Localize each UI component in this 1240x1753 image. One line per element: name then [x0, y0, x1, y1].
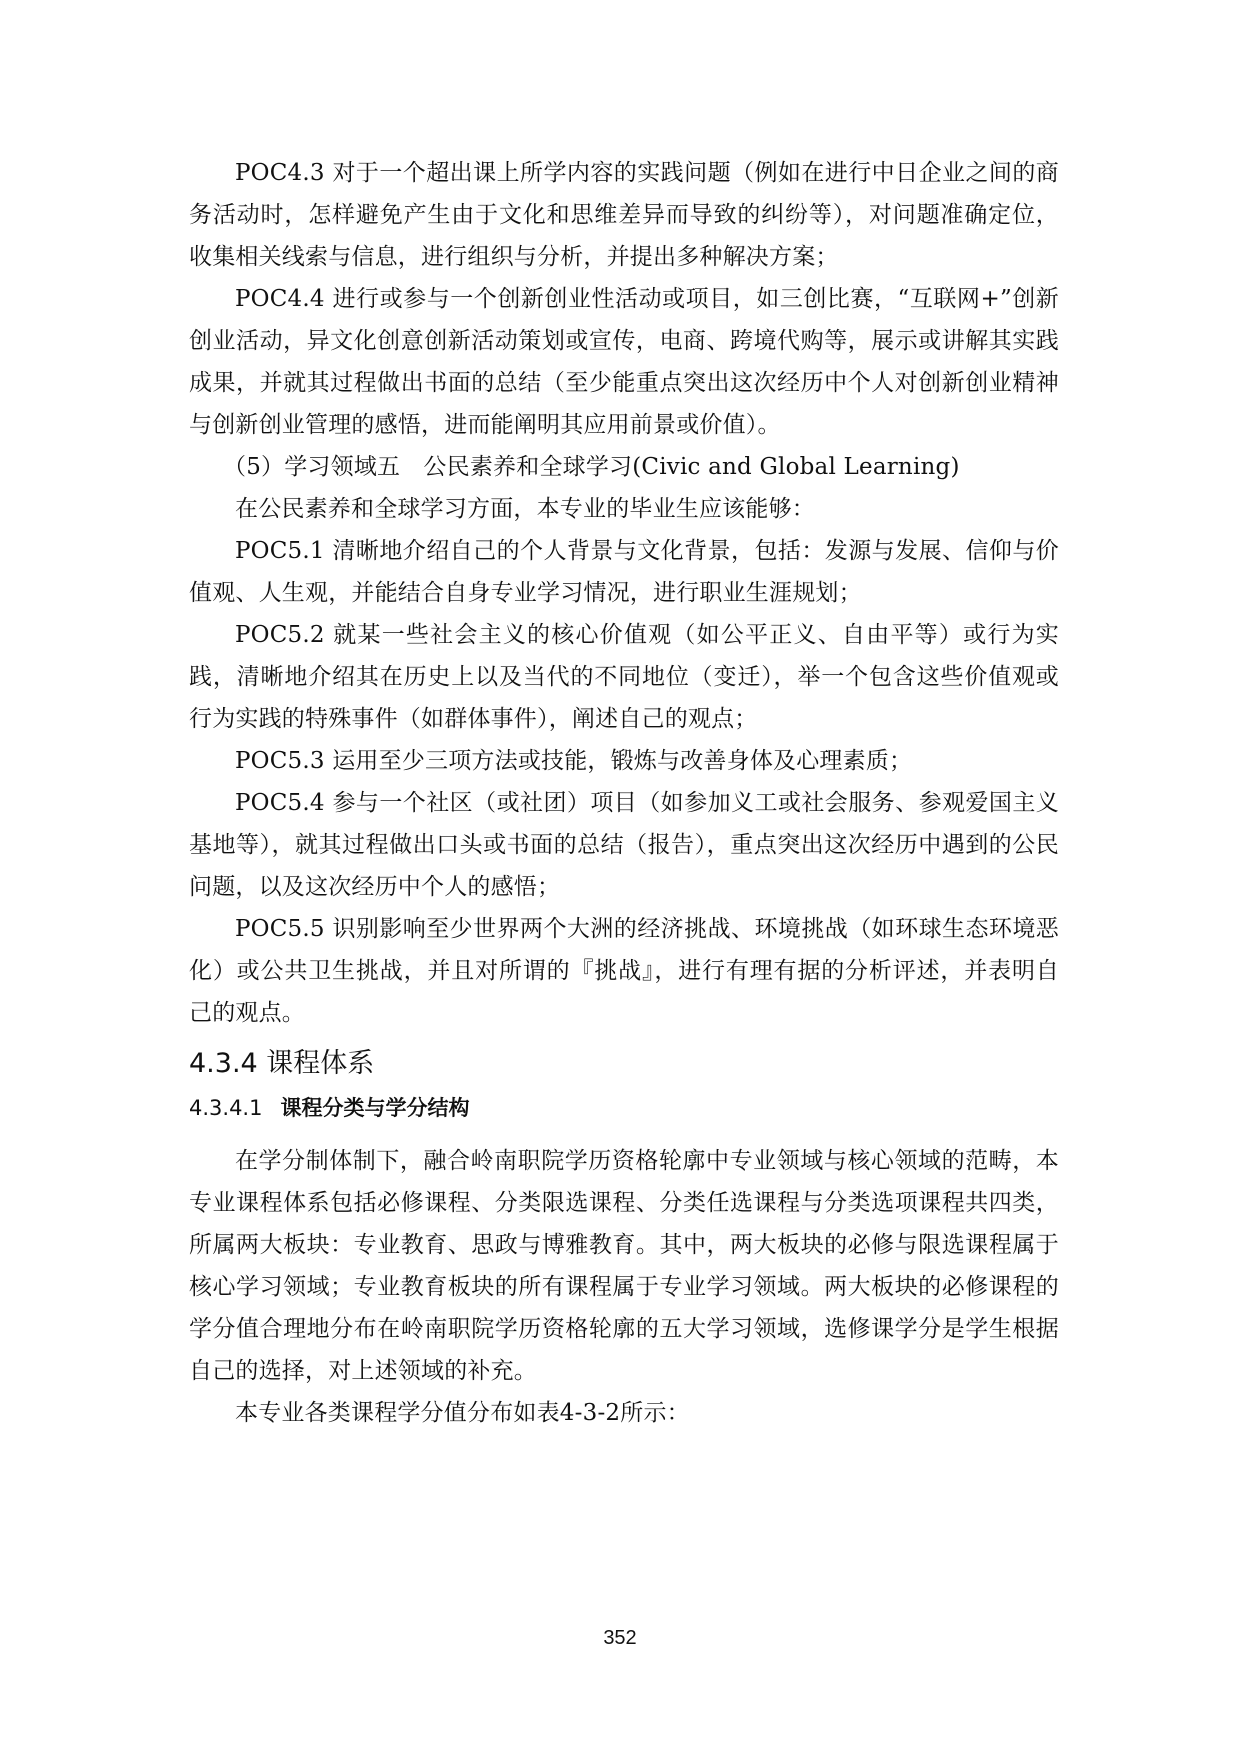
paragraph-poc4-4: POC4.4 进行或参与一个创新创业性活动或项目，如三创比赛，“互联网+”创新创业活动，异文化创意创新活动策划或宣传，电商、跨境代购等，展示或讲解其实践成果，并就其过程做出书面的总结（至少能重点突出这次经历中个人对创新创业精神与创新创业管理的感悟，进而能阐明其应用前景或价值）。 — [189, 286, 1059, 438]
learning-domain-five-heading: （5）学习领域五 公民素养和全球学习(Civic and Global Learning) — [223, 454, 960, 480]
subsection-number: 4.3.4.1 — [189, 1096, 263, 1120]
paragraph-poc5-4: POC5.4 参与一个社区（或社团）项目（如参加义工或社会服务、参观爱国主义基地等），就其过程做出口头或书面的总结（报告），重点突出这次经历中遇到的公民问题，以及这次经历中个人的感悟； — [189, 790, 1059, 900]
paragraph-poc5-2: POC5.2 就某一些社会主义的核心价值观（如公平正义、自由平等）或行为实践，清晰地介绍其在历史上以及当代的不同地位（变迁），举一个包含这些价值观或行为实践的特殊事件（如群体事件），阐述自己的观点； — [189, 622, 1059, 732]
paragraph-poc5-1: POC5.1 清晰地介绍自己的个人背景与文化背景，包括：发源与发展、信仰与价值观、人生观，并能结合自身专业学习情况，进行职业生涯规划； — [189, 538, 1059, 606]
paragraph-table-reference: 本专业各类课程学分值分布如表4-3-2所示： — [235, 1400, 690, 1426]
paragraph-credit-system: 在学分制体制下，融合岭南职院学历资格轮廓中专业领域与核心领域的范畴，本专业课程体系包括必修课程、分类限选课程、分类任选课程与分类选项课程共四类，所属两大板块：专业教育、思政与博雅教育。其中，两大板块的必修与限选课程属于核心学习领域；专业教育板块的所有课程属于专业学习领域。两大板块的必修课程的学分值合理地分布在岭南职院学历资格轮廓的五大学习领域，选修课学分是学生根据自己的选择，对上述领域的补充。 — [189, 1148, 1059, 1384]
paragraph-poc5-3: POC5.3 运用至少三项方法或技能，锻炼与改善身体及心理素质； — [235, 748, 913, 774]
page-number: 352 — [603, 1627, 637, 1649]
paragraph-poc4-3: POC4.3 对于一个超出课上所学内容的实践问题（例如在进行中日企业之间的商务活动时，怎样避免产生由于文化和思维差异而导致的纠纷等），对问题准确定位，收集相关线索与信息，进行组织与分析，并提出多种解决方案； — [189, 160, 1059, 270]
page-content — [189, 152, 1059, 1434]
section-heading-course-system: 4.3.4 课程体系 — [189, 1048, 375, 1079]
subsection-title: 课程分类与学分结构 — [280, 1096, 470, 1120]
paragraph-domain-five-intro: 在公民素养和全球学习方面，本专业的毕业生应该能够： — [235, 496, 815, 522]
paragraph-poc5-5: POC5.5 识别影响至少世界两个大洲的经济挑战、环境挑战（如环球生态环境恶化）或公共卫生挑战，并且对所谓的『挑战』，进行有理有据的分析评述，并表明自己的观点。 — [189, 916, 1059, 1026]
subsection-heading — [189, 1090, 1059, 1126]
